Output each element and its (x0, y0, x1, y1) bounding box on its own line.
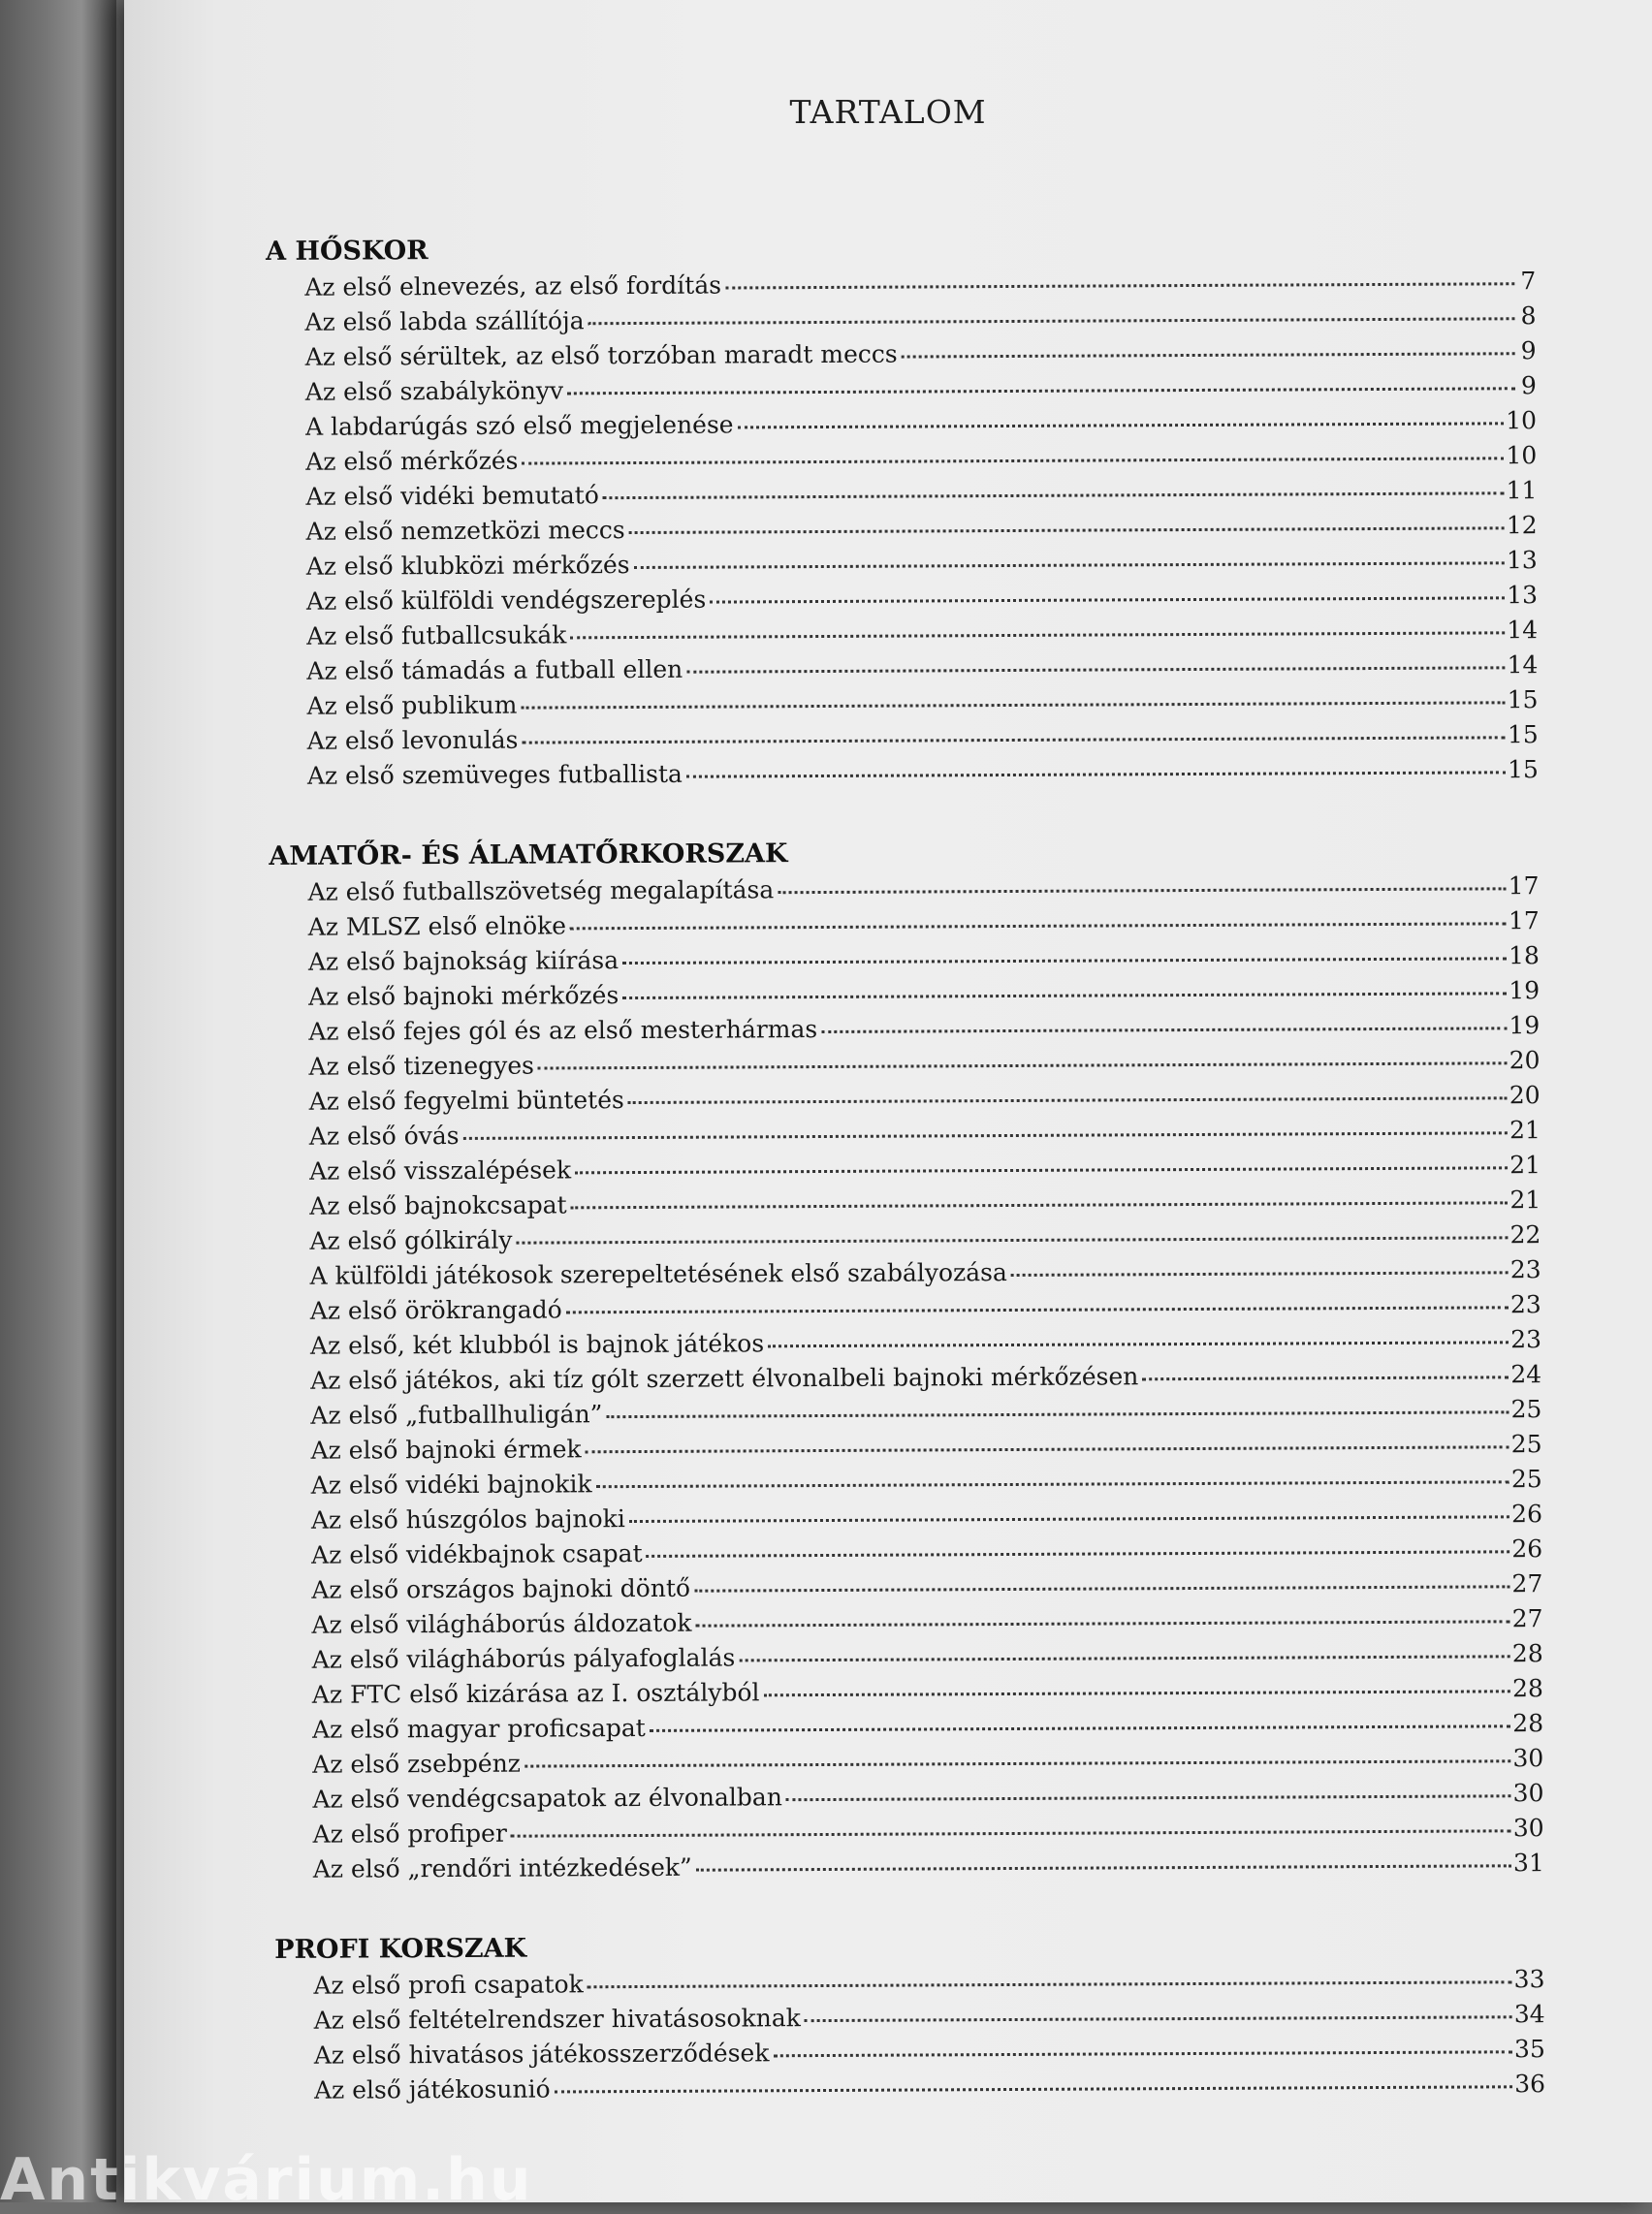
dot-leader (725, 282, 1514, 289)
toc-entry-title: Az első klubközi mérkőzés (305, 551, 630, 581)
section-heading: AMATŐR- ÉS ÁLAMATŐRKORSZAK (269, 838, 788, 871)
toc-section-hoskor (266, 228, 1539, 797)
dot-leader (686, 666, 1505, 673)
dot-leader (786, 1794, 1511, 1801)
dot-leader (511, 1829, 1511, 1837)
book-spine-shadow (0, 0, 116, 2202)
toc-entry-title: Az első támadás a futball ellen (306, 654, 683, 685)
dot-leader (522, 736, 1505, 743)
toc-entry-page-number: 17 (1508, 871, 1540, 901)
toc-entry-title: Az első elnevezés, az első fordítás (304, 270, 722, 301)
dot-leader (628, 1096, 1508, 1104)
toc-entry-title: Az első bajnoki mérkőzés (308, 981, 620, 1011)
dot-leader (538, 1061, 1508, 1069)
dot-leader (603, 491, 1505, 499)
dot-leader (821, 1027, 1507, 1033)
toc-entry-page-number: 21 (1509, 1186, 1541, 1215)
toc-entry-page-number: 25 (1510, 1430, 1542, 1459)
toc-entry-page-number: 28 (1512, 1709, 1544, 1738)
dot-leader (463, 1131, 1508, 1140)
toc-entry-title: Az első húszgólos bajnoki (310, 1504, 625, 1534)
dot-leader (575, 1166, 1508, 1174)
dot-leader (634, 561, 1505, 569)
toc-entry-title: Az első külföldi vendégszereplés (305, 585, 707, 616)
dot-leader (696, 1864, 1511, 1871)
dot-leader (516, 1236, 1508, 1244)
toc-entry-page-number: 11 (1506, 476, 1538, 505)
toc-entry-title: Az első feltételrendszer hivatásosoknak (313, 2004, 801, 2035)
dot-leader (586, 1445, 1509, 1453)
dot-leader (773, 2050, 1512, 2057)
toc-entry-page-number: 25 (1510, 1395, 1542, 1424)
dot-leader (566, 1306, 1509, 1313)
toc-entry (314, 2070, 1545, 2111)
toc-entry-title: Az első vidéki bemutató (305, 481, 599, 511)
toc-entry-page-number: 15 (1508, 755, 1539, 784)
dot-leader (629, 526, 1505, 534)
toc-entry-page-number: 30 (1512, 1814, 1544, 1843)
toc-entry-page-number: 14 (1507, 616, 1539, 645)
toc-entry-title: Az első „futballhuligán” (310, 1400, 603, 1430)
toc-entry-title: Az első világháborús pályafoglalás (311, 1643, 736, 1674)
toc-entry-title: A külföldi játékosok szerepeltetésének első szabályozása (309, 1258, 1007, 1290)
toc-entry-page-number: 12 (1506, 511, 1538, 540)
toc-entry-title: Az első vendégcsapatok az élvonalban (312, 1783, 782, 1814)
toc-entry-page-number: 13 (1507, 581, 1539, 610)
dot-leader (596, 1480, 1509, 1488)
table-of-contents (266, 228, 1545, 2154)
section-entries (269, 871, 1543, 1890)
toc-entry-title: Az első zsebpénz (312, 1749, 522, 1779)
dot-leader (686, 771, 1506, 777)
toc-entry-title: Az első magyar proficsapat (312, 1713, 646, 1744)
toc-entry-title: Az első tizenegyes (308, 1051, 535, 1081)
toc-entry-title: Az első vidéki bajnokik (310, 1470, 592, 1500)
toc-entry-page-number: 19 (1509, 1011, 1541, 1040)
dot-leader (805, 2015, 1512, 2022)
dot-leader (695, 1620, 1509, 1627)
toc-entry-page-number: 15 (1507, 685, 1539, 714)
toc-section-amator (269, 833, 1544, 1890)
dot-leader (622, 992, 1507, 999)
dot-leader (524, 1759, 1511, 1767)
toc-entry-title: Az első világháborús áldozatok (311, 1608, 692, 1639)
toc-entry-title: A labdarúgás szó első megjelenése (304, 410, 734, 441)
toc-entry-page-number: 17 (1508, 906, 1540, 935)
toc-entry-page-number: 18 (1509, 941, 1540, 970)
toc-entry-title: Az első bajnokcsapat (309, 1190, 567, 1220)
toc-entry-title: Az első publikum (306, 690, 518, 720)
toc-section-profi (274, 1926, 1545, 2111)
toc-entry-title: Az első mérkőzés (305, 446, 519, 476)
toc-entry-page-number: 35 (1513, 2035, 1545, 2064)
toc-entry-title: Az első óvás (308, 1121, 460, 1151)
toc-entry-title: Az első futballszövetség megalapítása (307, 875, 775, 906)
toc-entry-page-number: 13 (1506, 546, 1538, 575)
toc-entry-page-number: 26 (1511, 1534, 1543, 1564)
toc-entry-title: Az FTC első kizárása az I. osztályból (311, 1678, 760, 1709)
dot-leader (555, 2085, 1513, 2093)
toc-entry-title: Az első labda szállítója (304, 306, 585, 336)
watermark: Antikvárium.hu (0, 2146, 533, 2214)
toc-entry-title: Az első, két klubból is bajnok játékos (309, 1329, 765, 1360)
section-entries (274, 1965, 1545, 2111)
toc-entry-page-number: 8 (1520, 301, 1537, 331)
dot-leader (570, 922, 1507, 930)
toc-entry-page-number: 7 (1520, 267, 1537, 296)
toc-entry-page-number: 31 (1512, 1849, 1544, 1878)
toc-entry-title: Az első levonulás (306, 725, 519, 755)
toc-entry-page-number: 30 (1512, 1779, 1544, 1808)
dot-leader (606, 1410, 1509, 1418)
toc-entry-page-number: 23 (1509, 1290, 1541, 1319)
toc-entry-title: Az első futballcsukák (306, 620, 567, 650)
section-heading: PROFI KORSZAK (274, 1933, 527, 1965)
dot-leader (629, 1515, 1509, 1523)
dot-leader (522, 457, 1504, 464)
toc-entry-title: Az első nemzetközi meccs (305, 516, 625, 546)
page-title: TARTALOM (789, 93, 987, 131)
dot-leader (521, 701, 1505, 709)
book-page (124, 0, 1652, 2202)
toc-entry-page-number: 19 (1509, 976, 1541, 1005)
dot-leader (647, 1550, 1510, 1558)
dot-leader (1011, 1271, 1509, 1277)
toc-entry-page-number: 28 (1511, 1674, 1543, 1703)
toc-entry-title: Az első visszalépések (308, 1155, 572, 1186)
toc-entry-title: Az első fegyelmi büntetés (308, 1086, 624, 1116)
dot-leader (650, 1724, 1510, 1732)
dot-leader (738, 422, 1505, 428)
toc-entry-page-number: 30 (1512, 1744, 1544, 1773)
toc-entry-page-number: 36 (1514, 2070, 1546, 2099)
dot-leader (768, 1341, 1509, 1347)
toc-entry-title: Az első szabálykönyv (304, 376, 564, 406)
toc-entry-title: Az első „rendőri intézkedések” (312, 1852, 692, 1883)
toc-entry-title: Az első bajnoki érmek (310, 1435, 582, 1465)
dot-leader (622, 957, 1507, 965)
toc-entry-page-number: 20 (1509, 1046, 1541, 1075)
toc-entry-page-number: 22 (1509, 1220, 1541, 1249)
toc-entry-page-number: 20 (1509, 1081, 1541, 1110)
section-entries (266, 267, 1539, 797)
toc-entry-title: Az első sérültek, az első torzóban maradt meccs (304, 339, 898, 371)
dot-leader (1142, 1376, 1509, 1380)
toc-entry-page-number: 26 (1511, 1500, 1543, 1529)
toc-entry-page-number: 9 (1520, 336, 1537, 365)
dot-leader (778, 887, 1507, 894)
toc-entry-page-number: 10 (1506, 406, 1538, 435)
dot-leader (570, 631, 1505, 639)
dot-leader (571, 1201, 1509, 1209)
toc-entry-page-number: 34 (1513, 2000, 1545, 2029)
toc-entry-title: Az első vidékbajnok csapat (311, 1538, 643, 1569)
toc-entry-page-number: 9 (1520, 371, 1537, 400)
toc-entry (307, 755, 1539, 797)
toc-entry (313, 1849, 1544, 1890)
dot-leader (567, 387, 1515, 395)
toc-entry-page-number: 21 (1509, 1151, 1541, 1180)
toc-entry-page-number: 21 (1509, 1116, 1541, 1145)
toc-entry-page-number: 33 (1513, 1965, 1545, 1994)
toc-entry-page-number: 28 (1511, 1639, 1543, 1668)
toc-entry-page-number: 23 (1510, 1325, 1542, 1354)
toc-entry-page-number: 27 (1511, 1604, 1543, 1633)
toc-entry-page-number: 23 (1509, 1255, 1541, 1284)
toc-entry-page-number: 14 (1507, 650, 1539, 680)
toc-entry-page-number: 15 (1507, 720, 1539, 749)
toc-entry-page-number: 10 (1506, 441, 1538, 470)
dot-leader (588, 317, 1515, 325)
toc-entry-title: Az első szemüveges futballista (306, 759, 683, 790)
dot-leader (763, 1690, 1510, 1696)
toc-entry-title: Az első örökrangadó (309, 1295, 562, 1325)
dot-leader (710, 596, 1505, 603)
section-heading: A HŐSKOR (266, 236, 429, 267)
dot-leader (694, 1585, 1510, 1592)
toc-entry-title: Az első profiper (312, 1819, 507, 1849)
dot-leader (902, 352, 1515, 358)
toc-entry-page-number: 27 (1511, 1569, 1543, 1598)
toc-entry-title: Az első gólkirály (309, 1225, 513, 1255)
toc-entry-title: Az első bajnokság kiírása (307, 946, 620, 976)
dot-leader (739, 1655, 1510, 1661)
toc-entry-title: Az első játékosunió (313, 2074, 551, 2104)
toc-entry-page-number: 25 (1510, 1465, 1542, 1494)
toc-entry-title: Az első profi csapatok (313, 1970, 584, 2000)
toc-entry-title: Az első fejes gól és az első mesterhármas (308, 1015, 818, 1046)
toc-entry-title: Az első országos bajnoki döntő (311, 1573, 691, 1604)
dot-leader (588, 1980, 1512, 1988)
toc-entry-title: Az MLSZ első elnöke (307, 911, 567, 941)
toc-entry-title: Az első játékos, aki tíz gólt szerzett élvonalbeli bajnoki mérkőzésen (310, 1362, 1139, 1395)
toc-entry-title: Az első hivatásos játékosszerződések (313, 2039, 770, 2070)
toc-entry-page-number: 24 (1510, 1360, 1542, 1389)
